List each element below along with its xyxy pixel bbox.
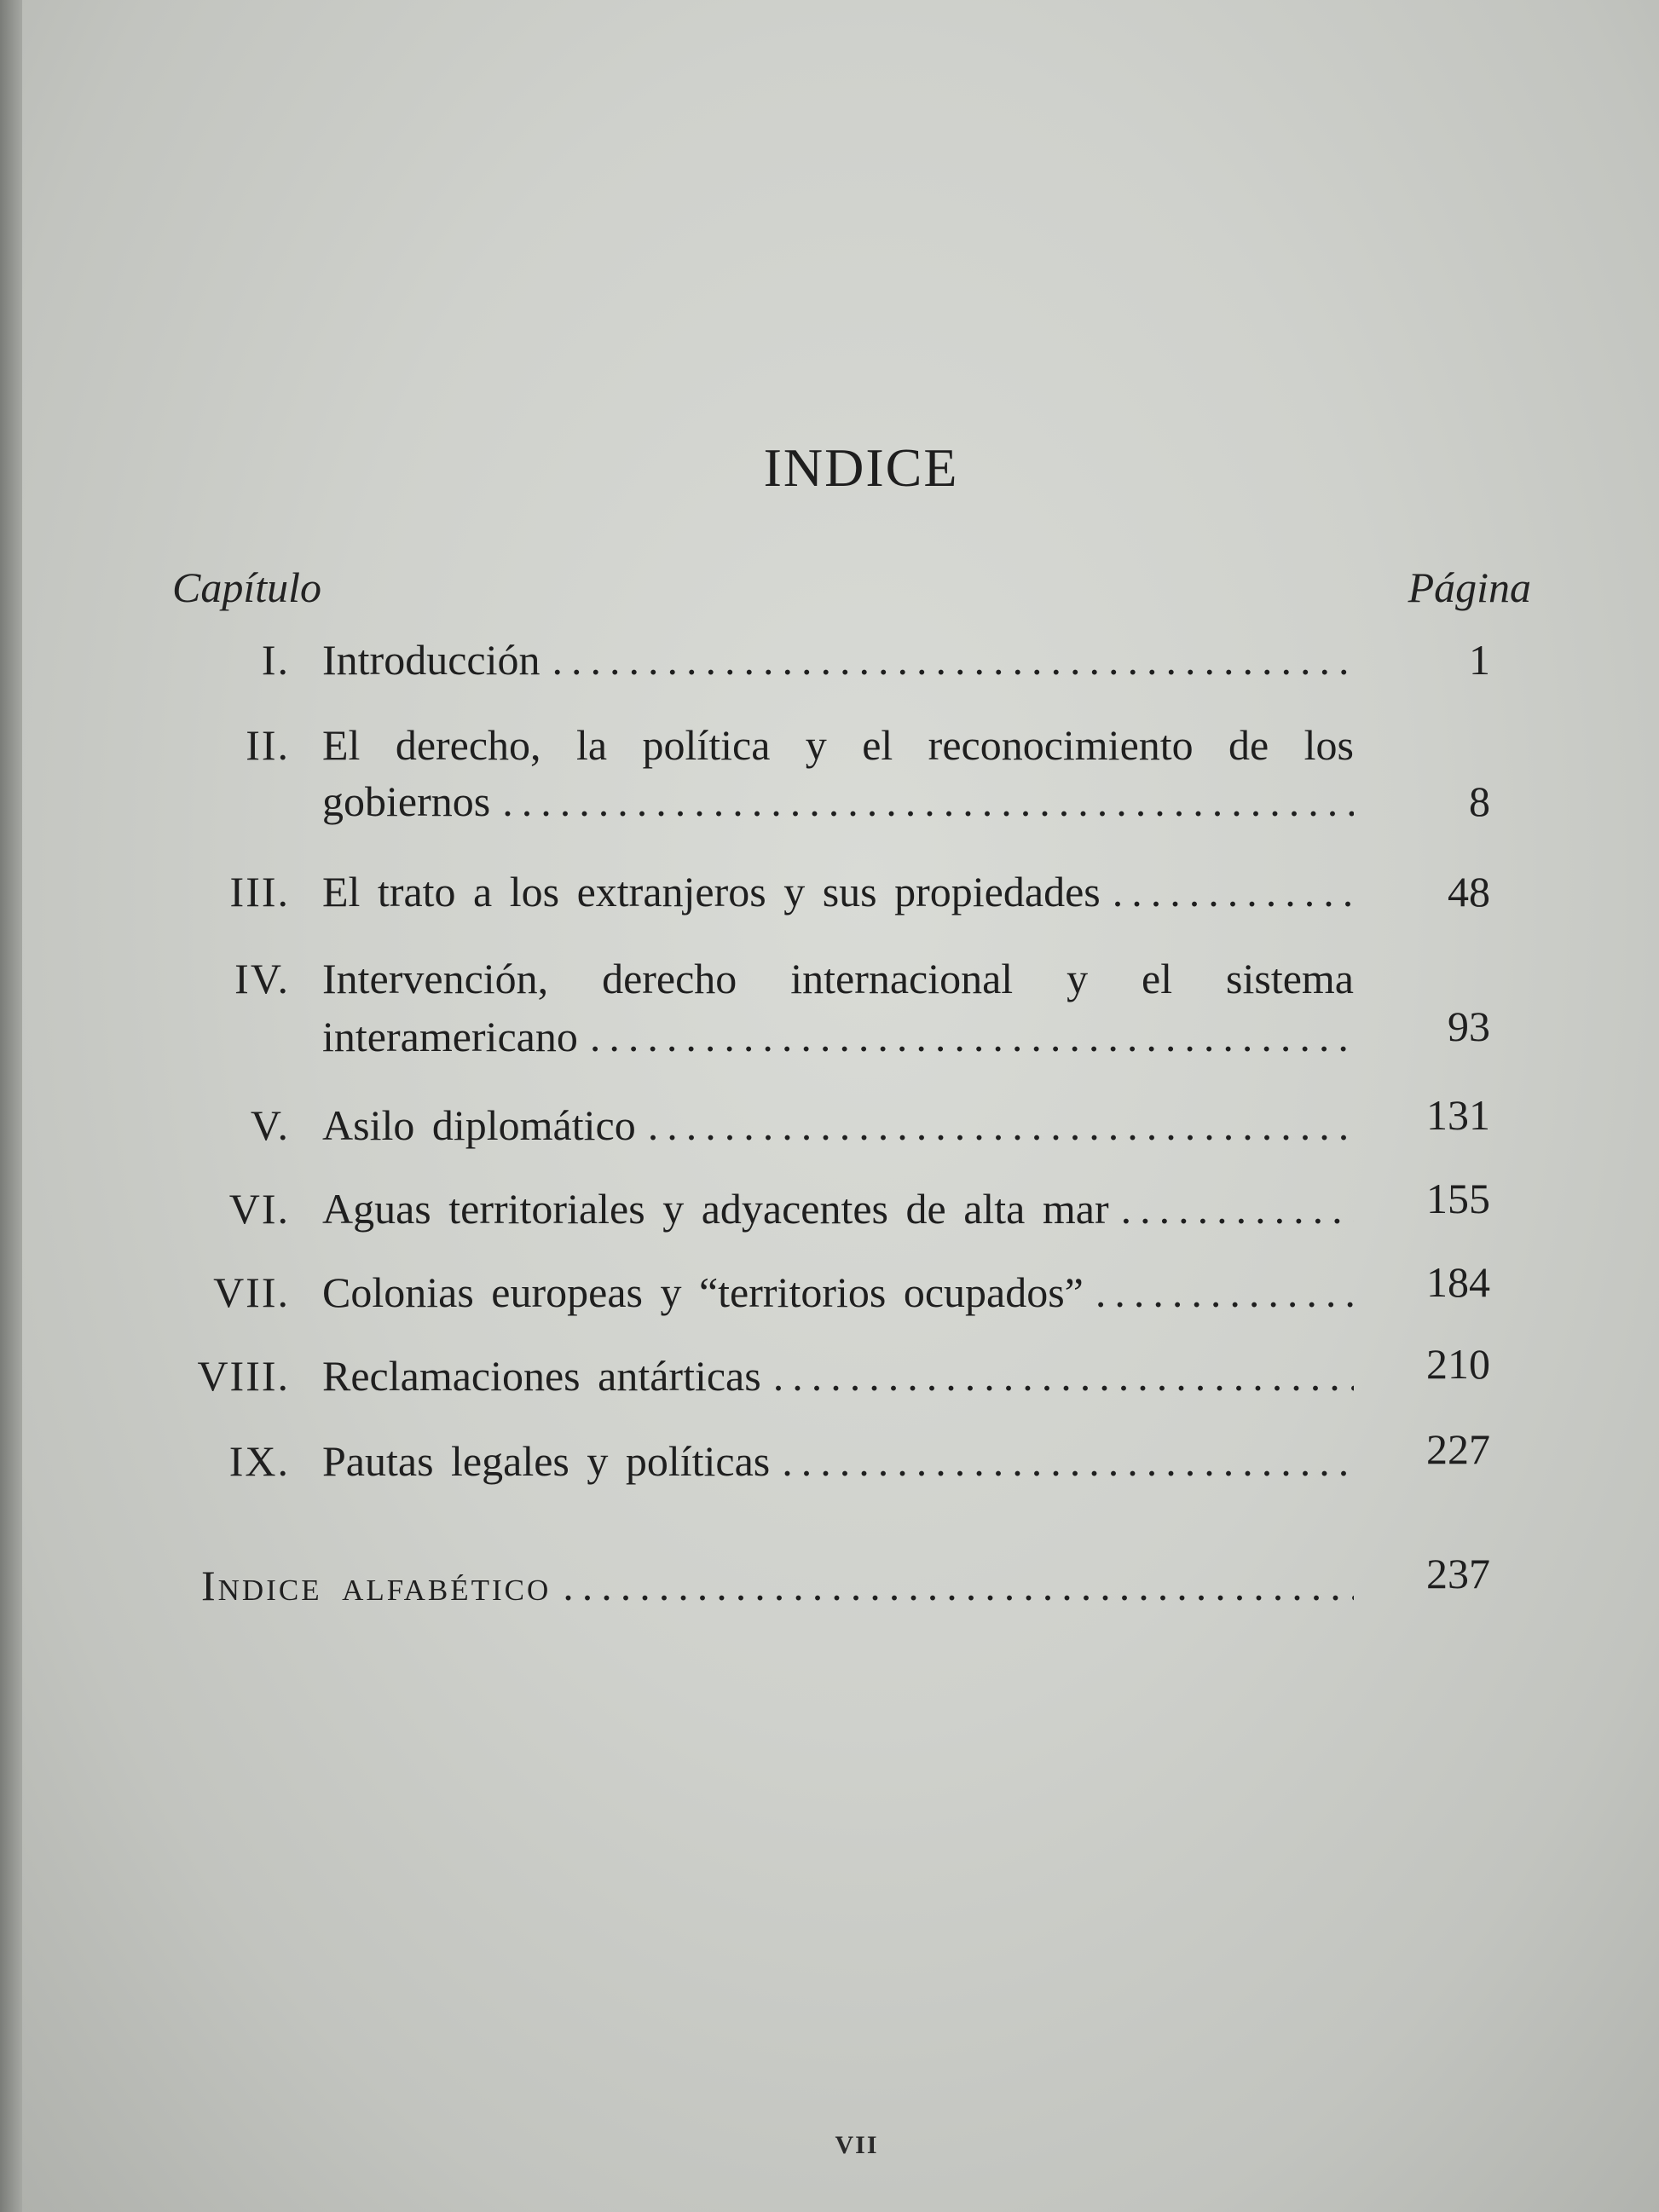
dot-leader: [590, 1008, 1354, 1066]
page-number: 155: [1426, 1175, 1490, 1222]
chapter-title-line: [322, 863, 1354, 921]
chapter-number: VII.: [213, 1268, 290, 1316]
chapter-title-line: [322, 1432, 1354, 1490]
index-title: Indice alfabético: [201, 1562, 552, 1609]
chapter-title-first-line: Intervención, derecho internacional y el sistema: [322, 955, 1354, 1002]
chapter-title-line: [322, 1008, 1354, 1066]
chapter-title-line: [322, 631, 1354, 689]
dot-leader: [1095, 1263, 1354, 1321]
dot-leader: [502, 772, 1354, 830]
page-number: 48: [1448, 868, 1490, 915]
chapter-title-line: [322, 1096, 1354, 1154]
chapter-title: Colonias europeas y “territorios ocupados”: [322, 1268, 1084, 1316]
dot-leader: [1113, 863, 1354, 921]
page-number: 93: [1448, 1002, 1490, 1050]
page-title: INDICE: [763, 437, 959, 498]
chapter-number: I.: [261, 636, 290, 684]
dot-leader: [782, 1432, 1354, 1490]
chapter-number: IV.: [234, 955, 290, 1002]
dot-leader: [1121, 1180, 1354, 1238]
chapter-number: IX.: [228, 1437, 290, 1485]
page-number: 1: [1469, 636, 1490, 684]
chapter-number: V.: [250, 1101, 290, 1149]
chapter-title: gobiernos: [322, 777, 491, 825]
page-number: 227: [1426, 1425, 1490, 1473]
chapter-title: Reclamaciones antárticas: [322, 1352, 761, 1400]
chapter-title-line: [322, 1263, 1354, 1321]
index-title-line: [201, 1556, 1354, 1614]
chapter-title: interamericano: [322, 1013, 578, 1060]
folio-page-number: VII: [835, 2131, 879, 2159]
page-number: 131: [1426, 1091, 1490, 1139]
page-number: 8: [1469, 777, 1490, 825]
page-number: 184: [1426, 1258, 1490, 1306]
page-number: 210: [1426, 1340, 1490, 1388]
dot-leader: [552, 631, 1354, 689]
chapter-title: Introducción: [322, 636, 540, 684]
chapter-title-line: [322, 1180, 1354, 1238]
chapter-title: Asilo diplomático: [322, 1101, 636, 1149]
chapter-number: II.: [246, 721, 290, 769]
dot-leader: [773, 1347, 1354, 1405]
dot-leader: [648, 1096, 1354, 1154]
chapter-number: VIII.: [197, 1352, 290, 1400]
chapter-title: Aguas territoriales y adyacentes de alta mar: [322, 1185, 1109, 1233]
dot-leader: [563, 1556, 1354, 1614]
page-column-header: Página: [1408, 563, 1531, 611]
chapter-title-line: [322, 1347, 1354, 1405]
chapter-title-first-line: El derecho, la política y el reconocimiento de los: [322, 721, 1354, 769]
chapter-title-line: [322, 772, 1354, 830]
chapter-title: El trato a los extranjeros y sus propiedades: [322, 868, 1101, 915]
chapter-number: III.: [229, 868, 290, 915]
chapter-number: VI.: [228, 1185, 290, 1233]
chapter-title: Pautas legales y políticas: [322, 1437, 771, 1485]
chapter-column-header: Capítulo: [172, 563, 322, 611]
page-number: 237: [1426, 1550, 1490, 1597]
